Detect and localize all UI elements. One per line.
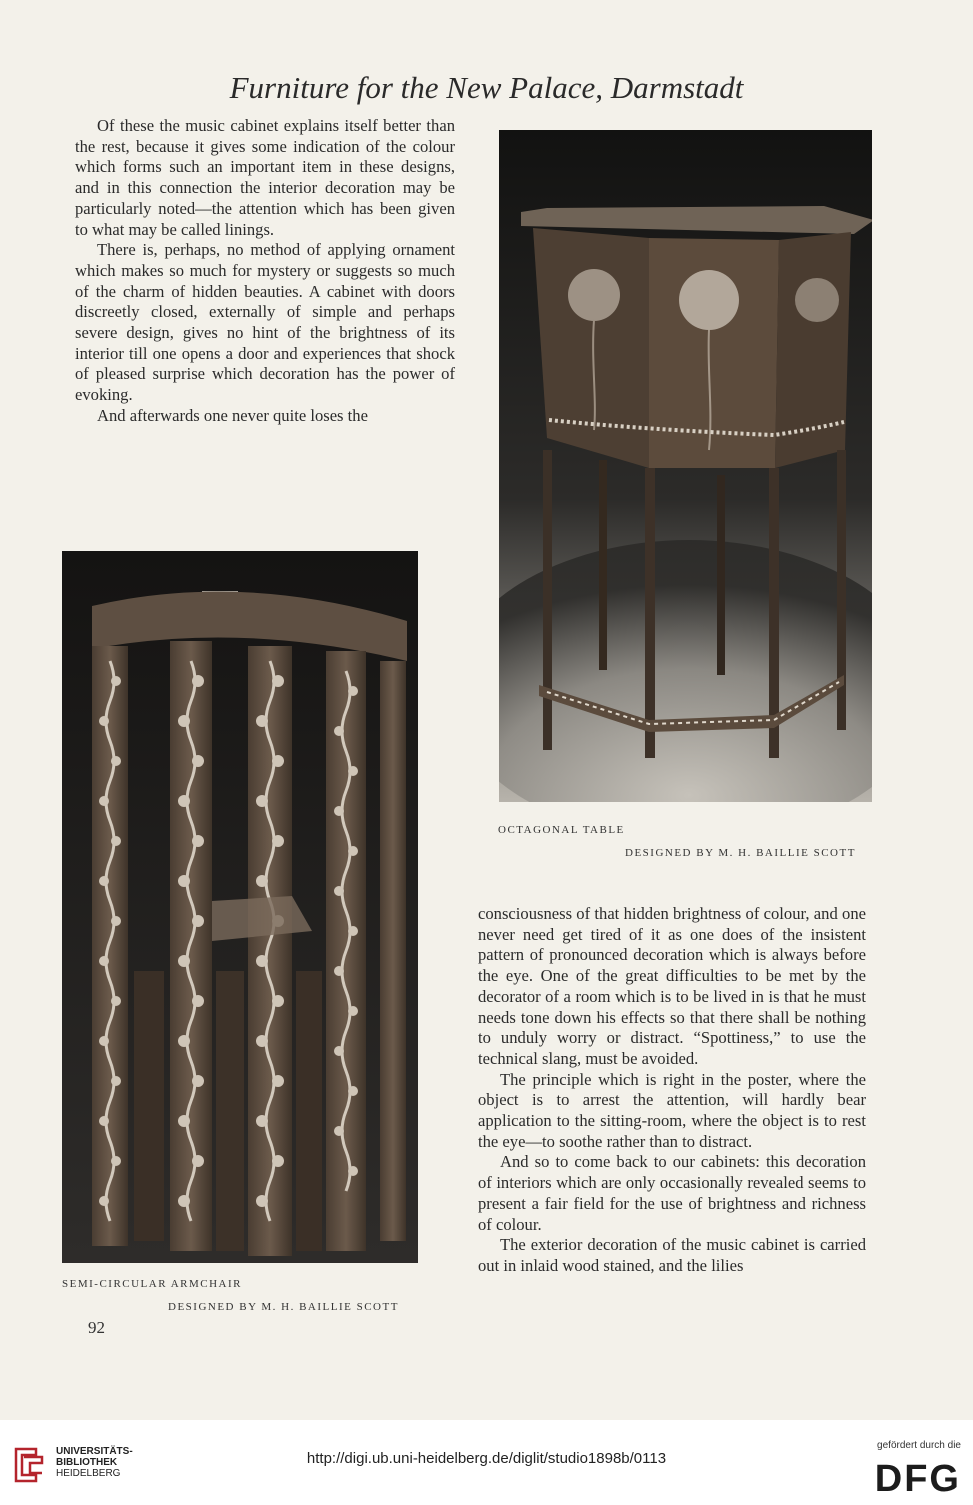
semi-circular-armchair-photo — [62, 551, 418, 1263]
paragraph: The exterior decoration of the music cabinet is carried out in inlaid wood stained, and the lilies — [478, 1235, 866, 1275]
octagonal-table-photo — [499, 130, 872, 802]
paragraph: The principle which is right in the poster, where the object is to arrest the attention, will hardly bear application to the sitting-room, where the object is to rest the eye—to soothe rather than to distract. — [478, 1069, 866, 1151]
funding-label: gefördert durch die — [877, 1440, 961, 1451]
permalink-url[interactable]: http://digi.ub.uni-heidelberg.de/diglit/studio1898b/0113 — [306, 1450, 667, 1467]
paragraph: And afterwards one never quite loses the — [97, 405, 368, 425]
dfg-logo[interactable]: DFG — [874, 1458, 961, 1500]
footer-bar — [0, 1420, 973, 1505]
chair-caption-title: SEMI-CIRCULAR ARMCHAIR — [62, 1278, 242, 1290]
page-number: 92 — [88, 1318, 105, 1337]
left-text-column — [75, 116, 455, 427]
table-caption-title: OCTAGONAL TABLE — [498, 824, 625, 836]
library-line-2: BIBLIOTHEK — [56, 1457, 118, 1468]
right-text-column — [478, 904, 866, 1277]
library-line-1: UNIVERSITÄTS- — [56, 1446, 133, 1457]
chair-caption-credit: DESIGNED BY M. H. BAILLIE SCOTT — [168, 1301, 399, 1313]
paragraph: Of these the music cabinet explains itself better than the rest, because it gives some indication of the colour which forms such an important item in these designs, and in this connection the interior decoration may be particularly noted—the attention which has been given to what may be called linings. — [75, 116, 455, 239]
paragraph: consciousness of that hidden brightness of colour, and one never need get tired of it as one does of the insistent pattern of pronounced decoration which is always before the eye. One of the great difficulties to be met by the decorator of a room which is to be lived in is that he must needs tone down his effects so that there shall be nothing to unduly worry or distract. “Spottiness,” to use the technical slang, must be avoided. — [478, 904, 866, 1068]
running-title: Furniture for the New Palace, Darmstadt — [229, 70, 744, 105]
library-line-3: HEIDELBERG — [56, 1468, 121, 1479]
paragraph: There is, perhaps, no method of applying ornament which makes so much for mystery or suggests so much of the charm of hidden beauties. A cabinet with doors discreetly closed, externally of simple and perhaps severe design, gives no hint of the brightness of its interior till one opens a door and experiences that shock of pleased surprise which decoration has the power of evoking. — [75, 240, 455, 405]
paragraph: And so to come back to our cabinets: this decoration of interiors which are only occasionally revealed seems to present a fair field for the use of brightness and richness of colour. — [478, 1152, 866, 1234]
table-caption-credit: DESIGNED BY M. H. BAILLIE SCOTT — [625, 847, 856, 859]
